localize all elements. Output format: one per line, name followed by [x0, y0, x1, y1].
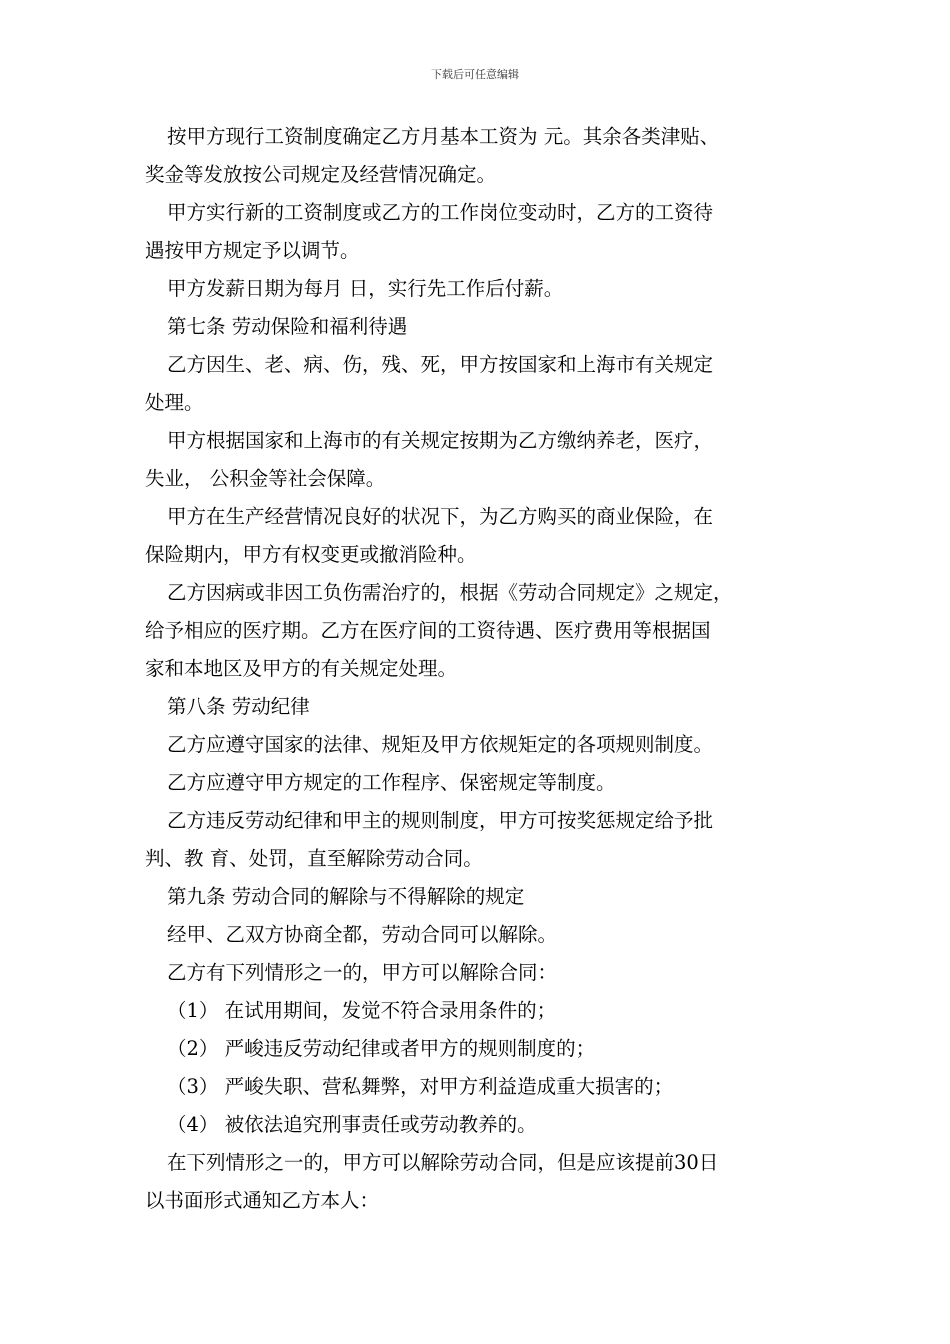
paragraph-line: 乙方应遵守国家的法律、规矩及甲方依规矩定的各项规则制度。	[167, 733, 714, 756]
paragraph-line: 奖金等发放按公司规定及经营情况确定。	[145, 163, 497, 186]
paragraph-line: 乙方违反劳动纪律和甲主的规则制度，甲方可按奖惩规定给予批	[167, 809, 714, 832]
paragraph-line: 乙方因病或非因工负伤需治疗的，根据《劳动合同规定》之规定，	[167, 581, 733, 604]
list-item: （1） 在试用期间，发觉不符合录用条件的；	[167, 999, 557, 1022]
article-heading: 第八条 劳动纪律	[167, 695, 310, 718]
paragraph-line: 判、教 育、处罚，直至解除劳动合同。	[145, 847, 483, 870]
paragraph-line: 遇按甲方规定予以调节。	[145, 239, 360, 262]
paragraph-line: 甲方在生产经营情况良好的状况下，为乙方购买的商业保险，在	[167, 505, 714, 528]
article-heading: 第九条 劳动合同的解除与不得解除的规定	[167, 885, 525, 908]
paragraph-line: 按甲方现行工资制度确定乙方月基本工资为 元。其余各类津贴、	[167, 125, 720, 148]
paragraph-line: 经甲、乙双方协商全都，劳动合同可以解除。	[167, 923, 558, 946]
list-item: （4） 被依法追究刑事责任或劳动教养的。	[167, 1113, 537, 1136]
paragraph-line: 保险期内，甲方有权变更或撤消险种。	[145, 543, 477, 566]
paragraph-line: 甲方实行新的工资制度或乙方的工作岗位变动时，乙方的工资待	[167, 201, 714, 224]
paragraph-line: 乙方因生、老、病、伤，残、死，甲方按国家和上海市有关规定	[167, 353, 714, 376]
paragraph-line: 在下列情形之一的，甲方可以解除劳动合同，但是应该提前30日	[167, 1151, 719, 1174]
page-header-note: 下载后可任意编辑	[431, 68, 519, 81]
paragraph-line: 乙方应遵守甲方规定的工作程序、保密规定等制度。	[167, 771, 616, 794]
document-body	[145, 118, 810, 1220]
paragraph-line: 甲方根据国家和上海市的有关规定按期为乙方缴纳养老，医疗，	[167, 429, 714, 452]
paragraph-line: 处理。	[145, 391, 204, 414]
paragraph-line: 失业， 公积金等社会保障。	[145, 467, 386, 490]
list-item: （2） 严峻违反劳动纪律或者甲方的规则制度的；	[167, 1037, 596, 1060]
article-heading: 第七条 劳动保险和福利待遇	[167, 315, 408, 338]
paragraph-line: 给予相应的医疗期。乙方在医疗间的工资待遇、医疗费用等根据国	[145, 619, 711, 642]
paragraph-line: 以书面形式通知乙方本人：	[145, 1189, 380, 1212]
paragraph-line: 甲方发薪日期为每月 日，实行先工作后付薪。	[167, 277, 564, 300]
list-item: （3） 严峻失职、营私舞弊，对甲方利益造成重大损害的；	[167, 1075, 674, 1098]
paragraph-line: 乙方有下列情形之一的，甲方可以解除合同：	[167, 961, 558, 984]
paragraph-line: 家和本地区及甲方的有关规定处理。	[145, 657, 458, 680]
